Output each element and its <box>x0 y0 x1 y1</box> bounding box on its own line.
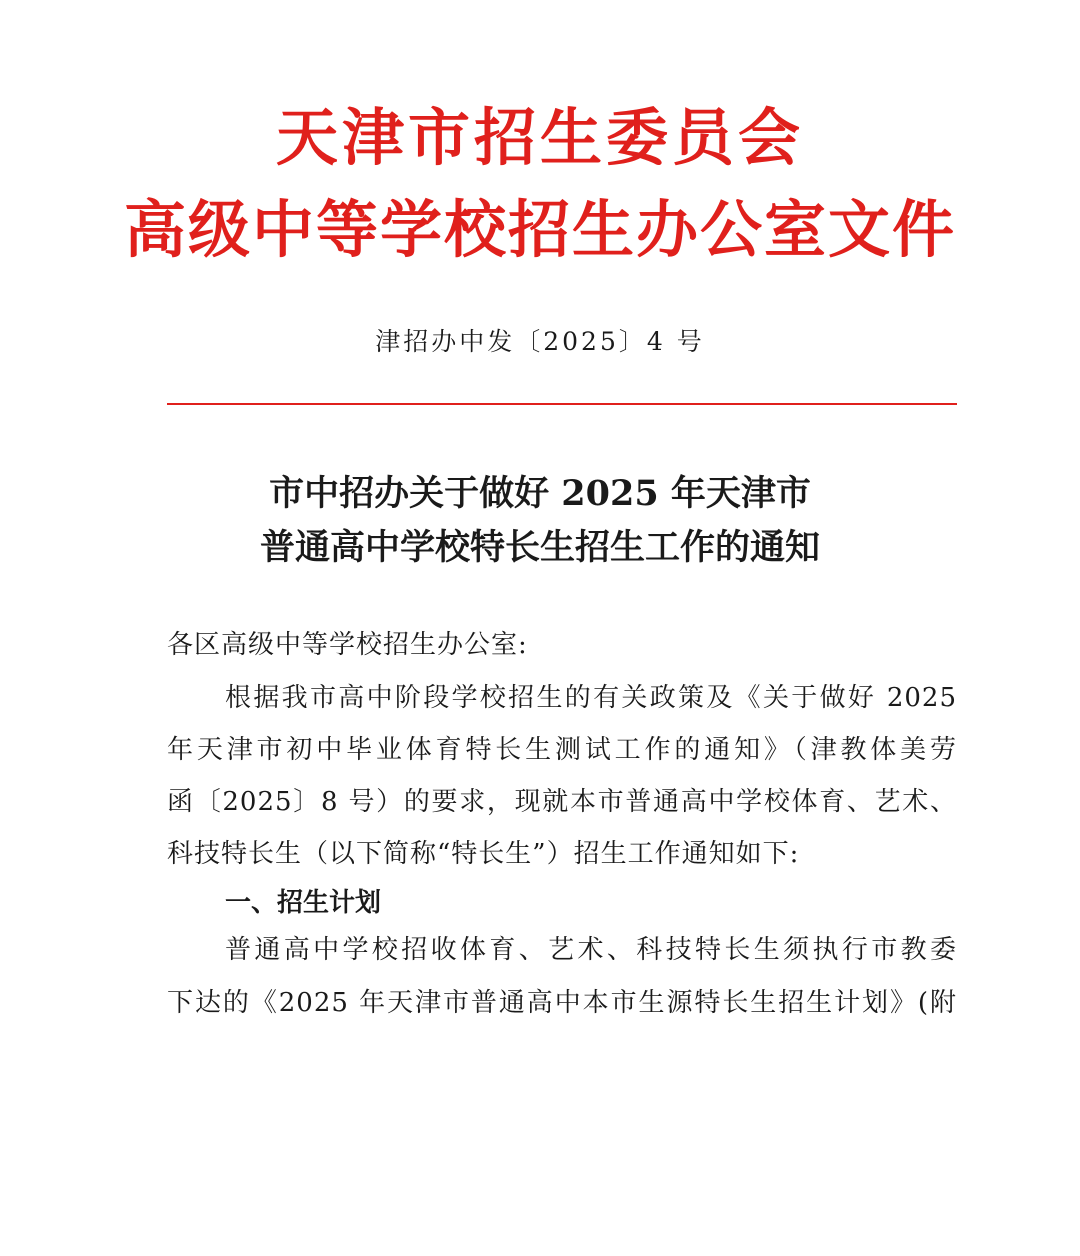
section-1-heading: 一、招生计划 <box>225 888 382 918</box>
paragraph-1-line-2: 年天津市初中毕业体育特长生测试工作的通知》（津教体美劳 <box>167 735 957 765</box>
red-divider-line <box>167 403 957 405</box>
notice-title-line-2: 普通高中学校特长生招生工作的通知 <box>259 527 820 568</box>
paragraph-1-line-3: 函〔2025〕8 号）的要求，现就本市普通高中学校体育、艺术、 <box>167 787 957 817</box>
paragraph-2-line-2: 下达的《2025 年天津市普通高中本市生源特长生招生计划》(附 <box>167 988 957 1018</box>
notice-title-line-1: 市中招办关于做好 2025 年天津市 <box>269 473 811 514</box>
paragraph-1-line-1: 根据我市高中阶段学校招生的有关政策及《关于做好 2025 <box>225 683 957 713</box>
issuer-header-line-1: 天津市招生委员会 <box>275 101 804 174</box>
paragraph-2-line-1: 普通高中学校招收体育、艺术、科技特长生须执行市教委 <box>225 935 957 965</box>
document-number: 津招办中发〔2025〕4 号 <box>375 327 705 356</box>
salutation: 各区高级中等学校招生办公室: <box>167 630 528 660</box>
paragraph-1-line-4: 科技特长生（以下简称“特长生”）招生工作通知如下: <box>167 839 800 869</box>
issuer-header-line-2: 高级中等学校招生办公室文件 <box>123 193 956 266</box>
